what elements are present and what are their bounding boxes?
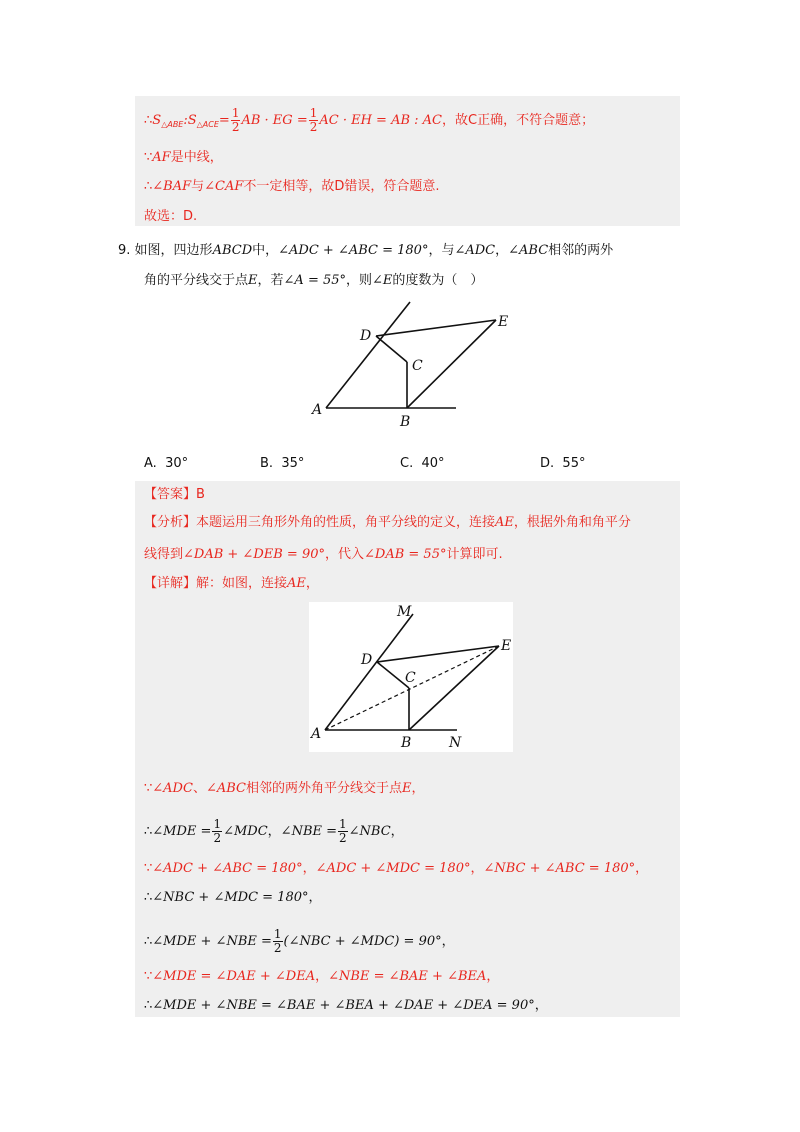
label-d: D bbox=[360, 328, 372, 344]
fraction: $\frac{1}{2}$ bbox=[273, 927, 282, 955]
label-e: E bbox=[501, 638, 512, 654]
detail-step-6: ∵∠MDE = ∠DAE + ∠DEA，∠NBE = ∠BAE + ∠BEA， bbox=[144, 969, 500, 984]
fraction: $\frac{1}{2}$ bbox=[231, 106, 240, 134]
label-m: M bbox=[397, 604, 412, 620]
prev-line-2: ∵AF是中线， bbox=[144, 150, 223, 165]
option-a[interactable]: A. 30° bbox=[144, 456, 189, 471]
detail-step-5: ∴∠MDE + ∠NBE = $\frac{1}{2}$ (∠NBC + ∠MDC) = 90°， bbox=[144, 927, 455, 955]
fraction: $\frac{1}{2}$ bbox=[213, 817, 222, 845]
detail-step-1: ∵∠ADC、∠ABC相邻的两外角平分线交于点E， bbox=[144, 781, 425, 796]
prev-line-3: ∴∠BAF与∠CAF不一定相等，故D错误，符合题意. bbox=[144, 179, 440, 194]
detail-step-7: ∴∠MDE + ∠NBE = ∠BAE + ∠BEA + ∠DAE + ∠DEA = 90°， bbox=[144, 998, 548, 1013]
fraction: $\frac{1}{2}$ bbox=[309, 106, 318, 134]
segment-de bbox=[377, 646, 499, 662]
answer-line bbox=[144, 486, 205, 504]
line-am bbox=[325, 614, 413, 730]
label-a: A bbox=[312, 402, 323, 418]
label-d: D bbox=[361, 652, 373, 668]
question-line-2: 角的平分线交于点E，若∠A = 55°，则∠E的度数为（ ） bbox=[144, 273, 484, 288]
label-c: C bbox=[405, 670, 416, 686]
option-b[interactable]: B. 35° bbox=[260, 456, 305, 471]
label-e: E bbox=[498, 314, 509, 330]
detail-step-4: ∴∠NBC + ∠MDC = 180°， bbox=[144, 890, 322, 905]
dashed-ae bbox=[325, 646, 499, 730]
prev-line-4: 故选：D. bbox=[144, 209, 198, 224]
detail-figure bbox=[309, 602, 513, 752]
detail-step-2: ∴∠MDE = $\frac{1}{2}$ ∠MDC，∠NBE = $\frac{1}{2}$ ∠NBC， bbox=[144, 817, 404, 845]
label-c: C bbox=[412, 358, 423, 374]
segment-dc bbox=[376, 336, 407, 362]
label-n: N bbox=[449, 735, 462, 751]
answer-value: B bbox=[196, 487, 205, 502]
question-line-1: 9. 如图，四边形ABCD中，∠ADC + ∠ABC = 180°，与∠ADC，∠ABC相邻的两外 bbox=[118, 243, 614, 258]
question-number: 9. bbox=[118, 243, 131, 258]
analysis-line-1: 【分析】本题运用三角形外角的性质，角平分线的定义，连接AE，根据外角和角平分 bbox=[144, 515, 631, 530]
label-a: A bbox=[311, 726, 322, 742]
label-b: B bbox=[400, 414, 411, 430]
analysis-line-2: 线得到∠DAB + ∠DEB = 90°，代入∠DAB = 55°计算即可. bbox=[144, 547, 503, 562]
detail-step-3: ∵∠ADC + ∠ABC = 180°，∠ADC + ∠MDC = 180°，∠NBC + ∠ABC = 180°， bbox=[144, 861, 649, 876]
label-b: B bbox=[401, 735, 412, 751]
answer-tag: 【答案】 bbox=[144, 487, 197, 502]
option-c[interactable]: C. 40° bbox=[400, 456, 445, 471]
option-d[interactable]: D. 55° bbox=[540, 456, 586, 471]
question-figure bbox=[300, 290, 509, 432]
detail-intro: 【详解】解：如图，连接AE， bbox=[144, 576, 319, 591]
line-ad-extended bbox=[326, 302, 410, 408]
fraction: $\frac{1}{2}$ bbox=[339, 817, 347, 845]
prev-line-1: $\therefore S_{\triangle ABE}:S_{\triangle ACE}=$ $\frac{1}{2}$ AB · EG = $\frac{1}{2}$ AC · EH = AB : AC，故C正确，不符合题意； bbox=[144, 106, 595, 134]
segment-be bbox=[409, 646, 499, 730]
